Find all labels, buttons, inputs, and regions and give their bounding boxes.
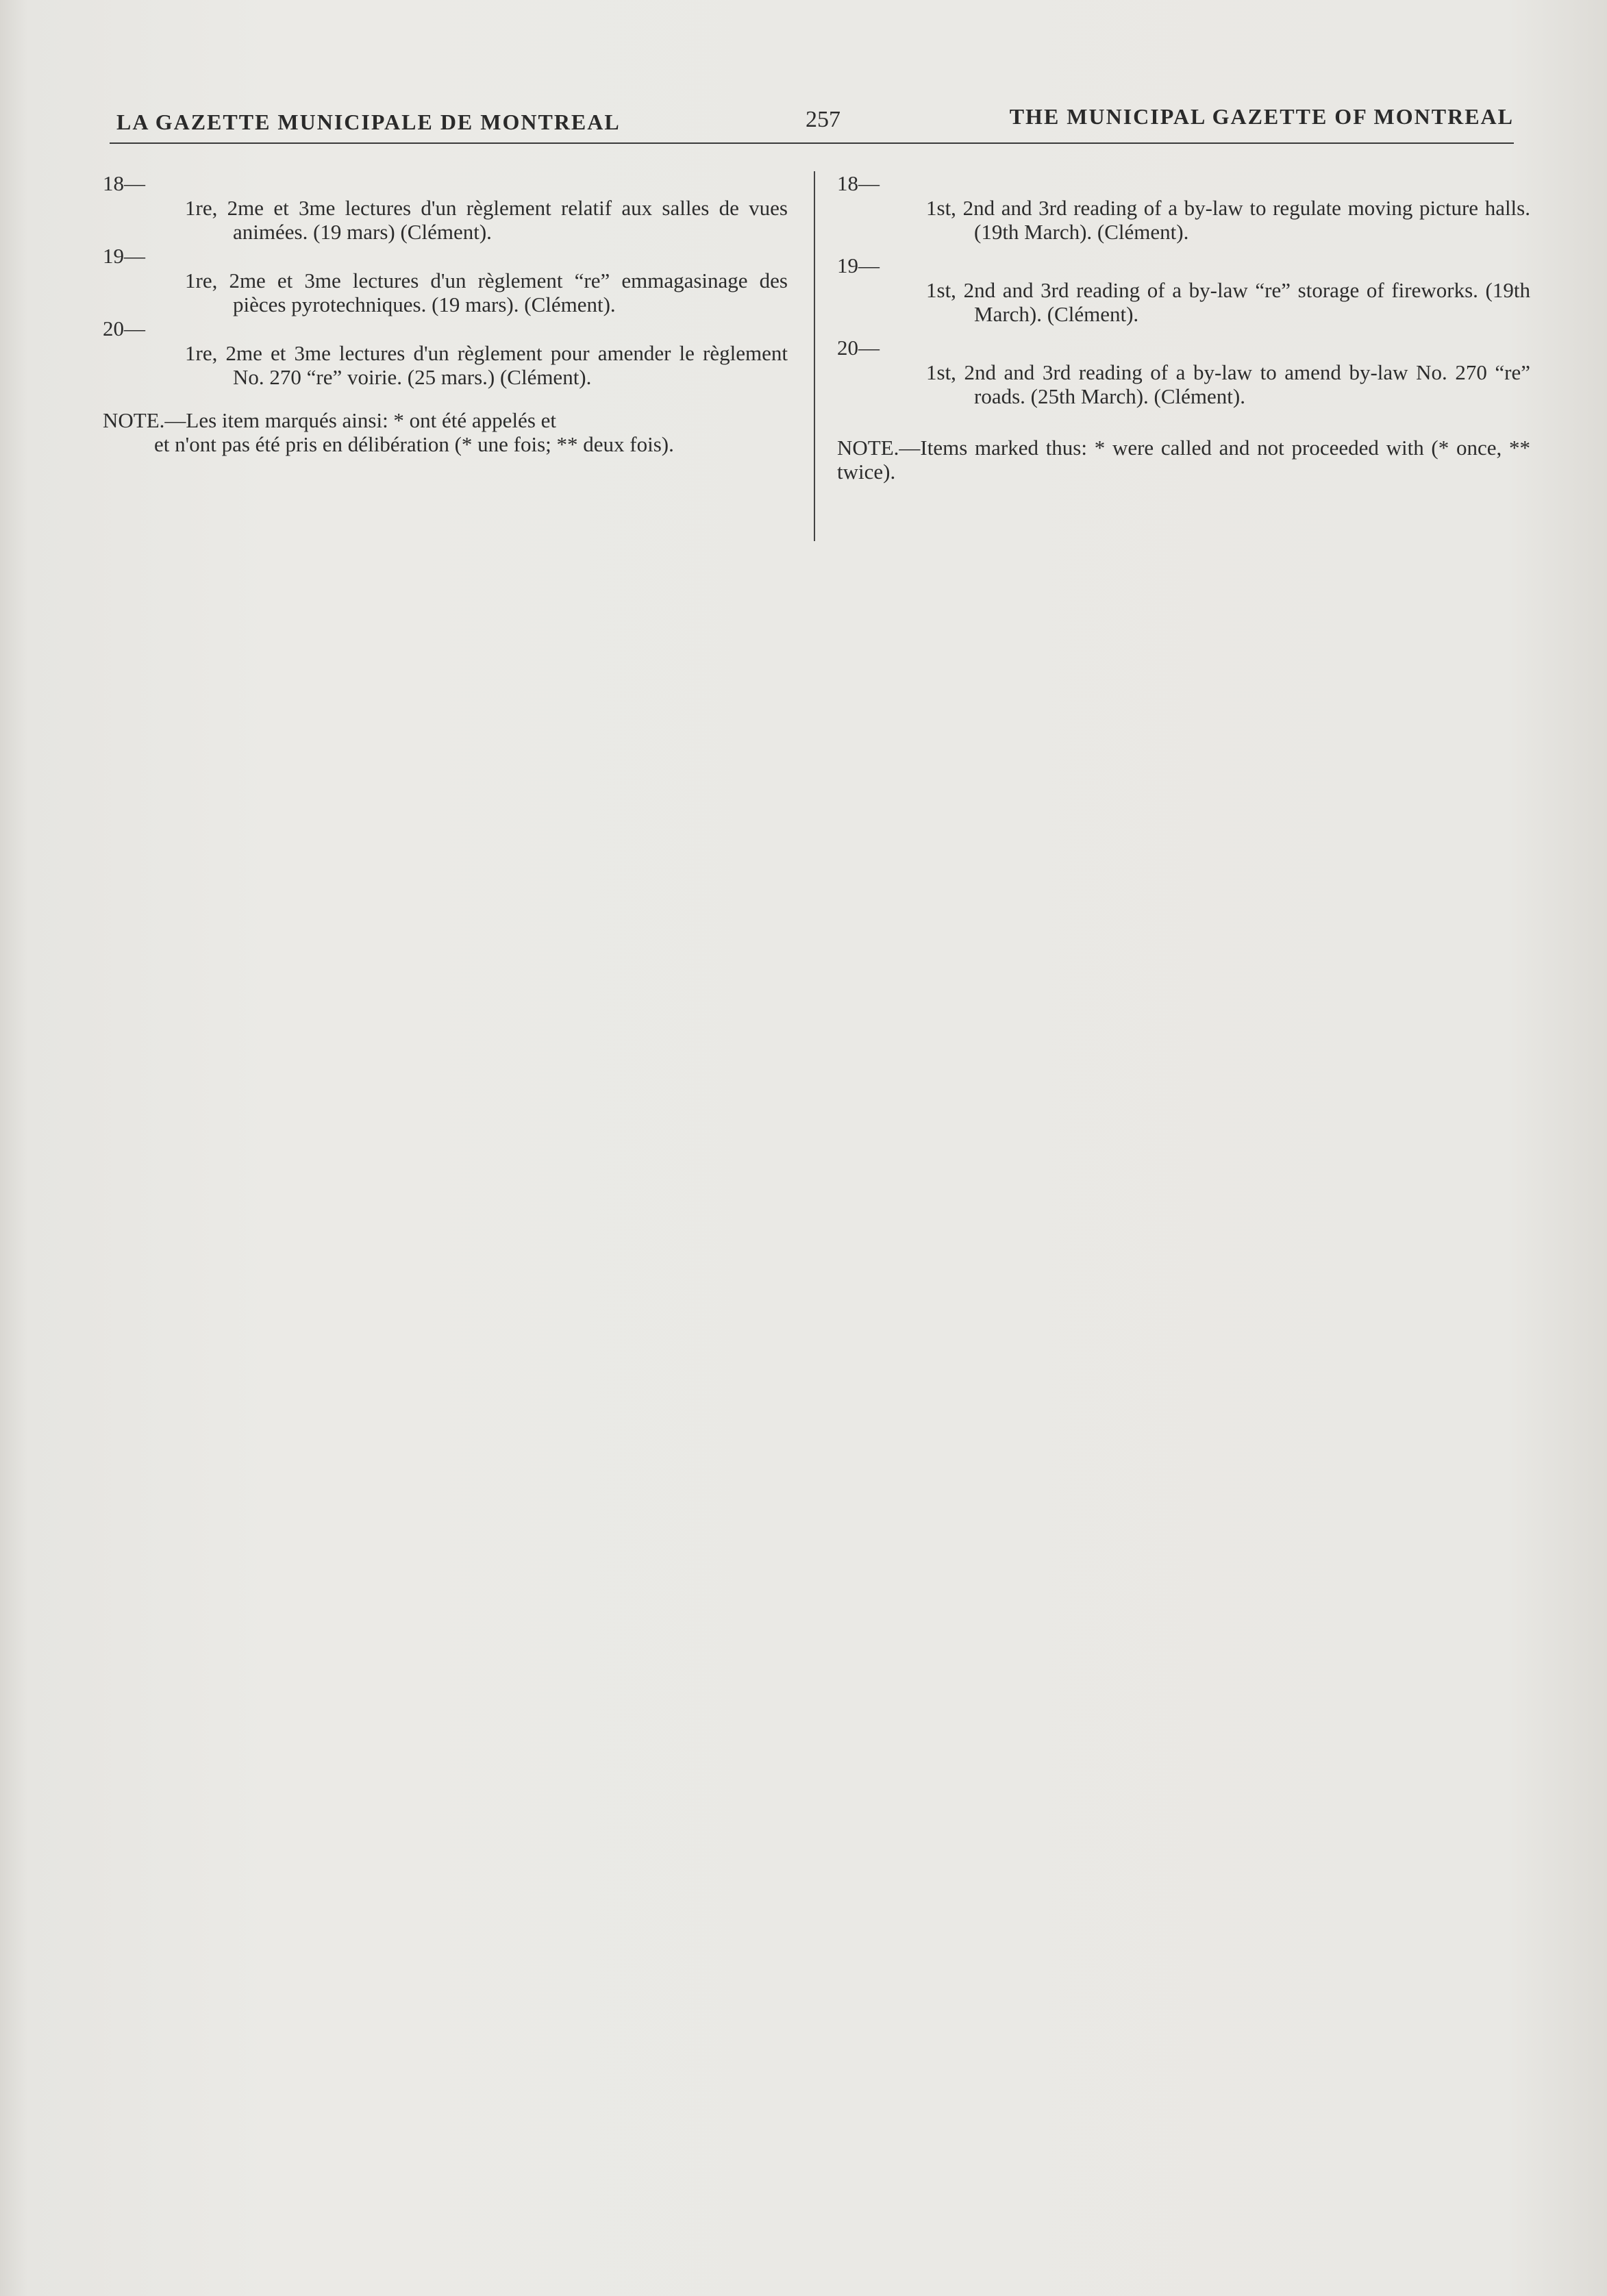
english-item xyxy=(837,253,1530,326)
header-rule xyxy=(110,142,1514,144)
french-item xyxy=(103,171,788,244)
french-item xyxy=(103,244,788,316)
english-item xyxy=(837,171,1530,244)
item-text: 1re, 2me et 3me lectures d'un règlement pour amender le règlement No. 270 “re” voirie. (25 mars.) (Clément). xyxy=(185,341,788,389)
header-french-title: LA GAZETTE MUNICIPALE DE MONTREAL xyxy=(116,110,621,134)
item-number: 19— xyxy=(103,244,145,268)
item-text: 1st, 2nd and 3rd reading of a by-law to regulate moving picture halls. (19th March). (Clément). xyxy=(926,196,1530,244)
french-note xyxy=(103,408,788,456)
item-number: 20— xyxy=(837,336,880,360)
english-column xyxy=(837,171,1530,484)
french-note-rest: et n'ont pas été pris en délibération (* une fois; ** deux fois). xyxy=(154,432,674,456)
french-column xyxy=(103,171,788,456)
french-item xyxy=(103,316,788,389)
english-note: NOTE.—Items marked thus: * were called and not proceeded with (* once, ** twice). xyxy=(837,436,1530,484)
column-divider xyxy=(814,171,815,541)
header-english-title: THE MUNICIPAL GAZETTE OF MONTREAL xyxy=(1009,104,1514,129)
item-number: 18— xyxy=(837,171,880,195)
page-number: 257 xyxy=(806,107,840,132)
item-number: 19— xyxy=(837,253,880,277)
item-number: 20— xyxy=(103,316,145,340)
item-number: 18— xyxy=(103,171,145,195)
item-text: 1st, 2nd and 3rd reading of a by-law “re” storage of fireworks. (19th March). (Clément). xyxy=(926,278,1530,326)
item-text: 1st, 2nd and 3rd reading of a by-law to amend by-law No. 270 “re” roads. (25th March). (Clément). xyxy=(926,360,1530,408)
item-text: 1re, 2me et 3me lectures d'un règlement “re” emmagasinage des pièces pyrotechniques. (19 mars). (Clément). xyxy=(185,269,788,316)
english-item xyxy=(837,336,1530,408)
page-header xyxy=(110,103,1514,137)
item-text: 1re, 2me et 3me lectures d'un règlement relatif aux salles de vues animées. (19 mars) (Clément). xyxy=(185,196,788,244)
french-note-first-line: NOTE.—Les item marqués ainsi: * ont été appelés et xyxy=(103,408,557,432)
